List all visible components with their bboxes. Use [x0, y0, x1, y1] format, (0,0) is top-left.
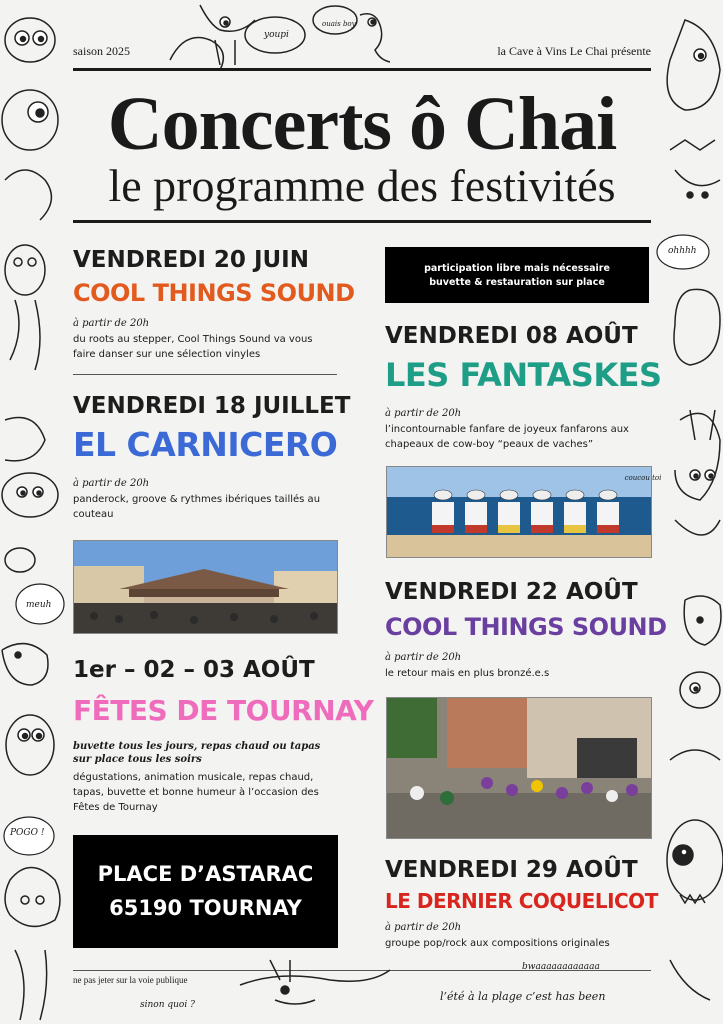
presenter-label: la Cave à Vins Le Chai présente: [497, 44, 651, 58]
footer-notice: ne pas jeter sur la voie publique: [73, 975, 188, 985]
event4-start-time: à partir de 20h: [385, 408, 462, 419]
event1-date: VENDREDI 20 JUIN: [73, 247, 309, 273]
event1-description: du roots au stepper, Cool Things Sound va vous faire danser sur une sélection vinyles: [73, 334, 313, 360]
coucou-bubble-text: coucou toi: [624, 474, 662, 482]
sinon-bubble-text: sinon quoi ?: [140, 1000, 195, 1010]
event4-description: l’incontournable fanfare de joyeux fanfarons aux chapeaux de cow-boy “peaux de vaches”: [385, 424, 629, 450]
pogo-bubble-text: POGO !: [10, 828, 45, 838]
left-separator-1: [73, 374, 337, 375]
footer-animal-illustration: [230, 955, 410, 1015]
poster-title: Concerts ô Chai: [107, 82, 617, 166]
event5-start-time: à partir de 20h: [385, 652, 462, 663]
ohhhh-bubble-text: ohhhh: [668, 246, 697, 256]
ouais-bubble-text: ouais boy: [322, 20, 356, 28]
header-bottom-rule: [73, 220, 651, 223]
event2-date: VENDREDI 18 JUILLET: [73, 393, 351, 419]
event6-band: LE DERNIER COQUELICOT: [385, 889, 658, 913]
event2-start-time: à partir de 20h: [73, 478, 150, 489]
event6-start-time: à partir de 20h: [385, 922, 462, 933]
address-line2: 65190 TOURNAY: [109, 896, 302, 920]
season-label: saison 2025: [73, 44, 130, 58]
bwaa-text: bwaaaaaaaaaaaa: [522, 962, 600, 972]
left-doodles-illustration: [0, 0, 75, 1024]
event5-band: COOL THINGS SOUND: [385, 613, 667, 641]
poster-subtitle: le programme des festivités: [108, 160, 616, 211]
info-line2: buvette & restauration sur place: [429, 277, 605, 288]
fanfare-street-photo: [386, 697, 652, 839]
event5-description: le retour mais en plus bronzé.e.s: [385, 668, 550, 679]
event3-date: 1er – 02 – 03 AOÛT: [73, 657, 315, 683]
event2-band: EL CARNICERO: [73, 425, 338, 464]
info-box: [385, 247, 649, 303]
address-box: [73, 835, 338, 948]
event3-description: dégustations, animation musicale, repas chaud, tapas, buvette et bonne humeur à l’occasion des Fêtes de Tournay: [73, 772, 319, 813]
fanfare-beach-photo: [386, 466, 652, 558]
event5-date: VENDREDI 22 AOÛT: [385, 579, 638, 605]
event4-date: VENDREDI 08 AOÛT: [385, 323, 638, 349]
event1-start-time: à partir de 20h: [73, 318, 150, 329]
plage-text: l’été à la plage c’est has been: [440, 990, 606, 1003]
market-hall-photo: [73, 540, 338, 634]
event6-date: VENDREDI 29 AOÛT: [385, 857, 638, 883]
event1-band: COOL THINGS SOUND: [73, 279, 355, 307]
event3-note: buvette tous les jours, repas chaud ou tapas sur place tous les soirs: [73, 741, 321, 765]
youpi-bubble-text: youpi: [264, 30, 289, 40]
header-top-rule: [73, 68, 651, 71]
event6-description: groupe pop/rock aux compositions originales: [385, 938, 610, 949]
event4-band: LES FANTASKES: [385, 356, 662, 394]
event2-description: panderock, groove & rythmes ibériques taillés au couteau: [73, 494, 321, 520]
meuh-bubble-text: meuh: [26, 600, 52, 610]
info-line1: participation libre mais nécessaire: [424, 263, 610, 274]
event3-band: FÊTES DE TOURNAY: [73, 694, 374, 727]
address-line1: PLACE D’ASTARAC: [97, 862, 314, 886]
right-doodles-illustration: [650, 0, 723, 1024]
